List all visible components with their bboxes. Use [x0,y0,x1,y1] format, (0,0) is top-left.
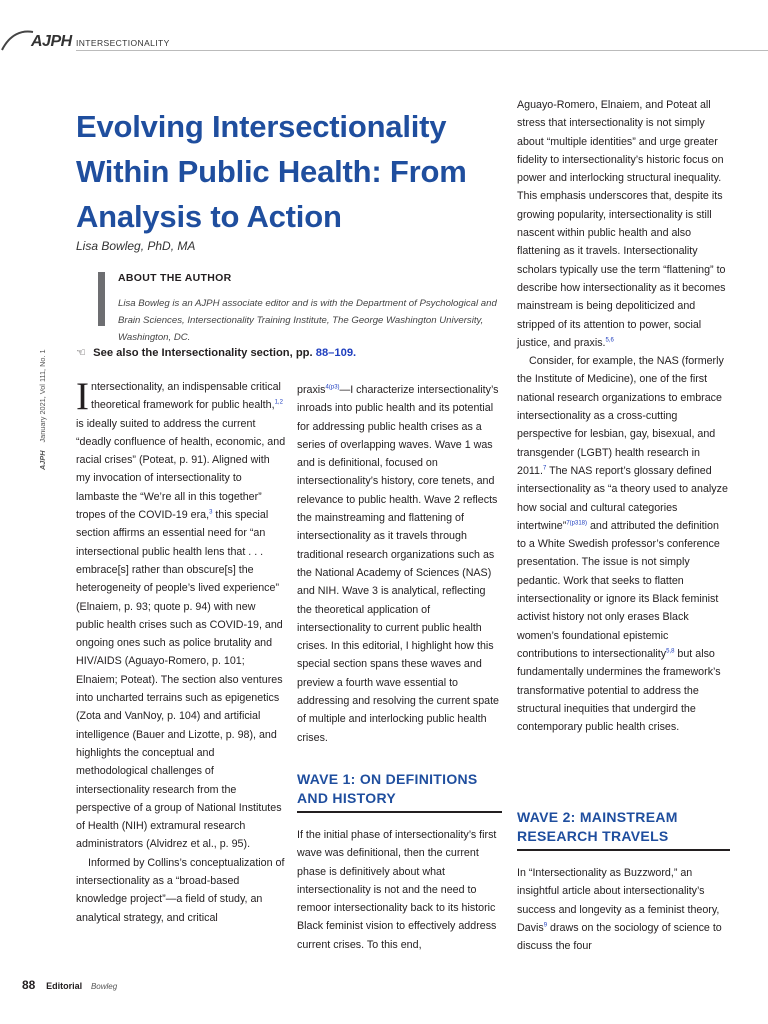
heading-text: WAVE 1: ON DEFINITIONS AND HISTORY [297,771,478,806]
paragraph: Informed by Collins’s conceptualization of intersectionality as a “broad-based knowledge project”—a field of study, an analytical strategy, and critical [76,856,285,924]
pointing-hand-icon: ☜ [76,347,87,359]
text-run: this special section affirms an essential need for “an intersectional public health lens that . . . embrace[s] rather than obscure[s] the heterogeneity of people’s lived experience” (Elnaiem, p. 93; quote p. 94) with new public health crises such as COVID-19, and ongoing ones such as police brutality and HIV/AIDS (Aguayo-Romero, p. 101; Elnaiem; Poteat). The section also ventures into uncharted terrains such as epigenetics (Zota and VanNoy, p. 104) and artificial intelligence (Bauer and Lizotte, p. 98), and highlights the conceptual and methodological challenges of intersectionality research from the perspective of a group of National Institutes of Health (NIH) extramural research administrators (Alvidrez et al., p. 95). [76,509,283,851]
margin-citation [38,349,47,470]
article-title: Evolving Intersectionality Within Public Health: From Analysis to Action [76,109,467,234]
citation-link[interactable]: 9 [543,922,548,929]
column-1 [76,375,286,927]
citation-link[interactable]: 5,8 [666,648,675,655]
section-heading-wave-1 [297,770,502,813]
heading-rule [297,811,502,813]
text-run: is ideally suited to address the current “deadly confluence of health, economic, and racial crises” (Poteat, p. 91). Aligned with my invocation of intersectionality to lambaste the “We’re all in this together” tropes of the COVID-19 era, [76,417,286,522]
section-label: INTERSECTIONALITY [76,38,170,48]
see-also-text: See also the Intersectionality section, pp. [93,347,313,359]
citation-link[interactable]: 3 [209,509,213,516]
journal-logo-swoosh-icon [0,28,34,52]
journal-logo: AJPH [31,33,72,50]
article-type: Editorial [46,981,83,991]
see-also-line [76,346,356,359]
text-run: —I characterize intersectionality’s inroads into public health and its potential for addressing public health crises as a series of overlapping waves. Wave 1 was and is definitional, focused on intersectionality’s history, core tenets, and relevance to public health. Wave 2 reflects the mainstreaming and flattening of intersectionality as it travels through traditional research organizations such as the National Academy of Sciences (NAS) and NIH. Wave 3 is analytical, reflecting the theoretical application of intersectionality to current public health crises. In this editorial, I highlight how this special section spans these waves and preview a fourth wave essential to addressing and resolving the current spate of multiple and interlocking public health crises. [297,384,499,744]
header-rule [76,50,768,51]
text-run: praxis [297,384,326,396]
heading-rule [517,849,730,851]
text-run: In “Intersectionality as Buzzword,” an insightful article about intersectionality’s success and longevity as a feminist theory, Davis [517,867,720,934]
author-byline: Lisa Bowleg, PhD, MA [76,239,196,253]
column-3-continued [517,864,730,955]
paragraph [517,352,730,736]
text-run: ntersectionality, an indispensable critical theoretical framework for public health, [91,381,281,412]
column-2-continued [297,826,502,954]
text-run: draws on the sociology of science to discuss the four [517,921,722,953]
paragraph: If the initial phase of intersectionality’s first wave was definitional, then the current phase is definitively about what intersectionality is not and the need to remoor intersectionality back to its historic Black feminist vision to effectively address current crises. To this end, [297,829,497,951]
citation-link[interactable]: 4(p3) [325,384,340,391]
text-run: Aguayo-Romero, Elnaiem, and Poteat all stress that intersectionality is not simply about “multiple identities” and urge greater fidelity to intersectionality’s historic focus on power and interlocking structural inequality. This emphasis underscores that, despite its growing popularity, intersectionality is still nascent within public health and also flattening as it travels. Intersectionality scholars typically use the term “flattening” to describe how intersectionality as it becomes mainstream is being depoliticized and stripped of its attention to power, social justice, and praxis. [517,99,726,349]
text-run: but also fundamentally undermines the framework’s transformative potential to address the structural inequities that undergird the contemporary public health crises. [517,647,721,734]
column-2 [297,381,502,747]
text-run: Consider, for example, the NAS (formerly the Institute of Medicine), one of the first national research organizations to embrace intersectionality as a cross-cutting perspective for lesbian, gay, bisexual, and transgender (LGBT) health research in 2011. [517,355,724,477]
paragraph [517,96,730,352]
about-accent-bar [98,272,105,326]
citation-link[interactable]: 7(p318) [566,520,587,527]
citation-link[interactable]: 5,6 [605,337,614,344]
margin-journal: AJPH [38,450,47,470]
margin-issue: January 2021, Vol 111, No. 1 [38,349,47,443]
see-also-pages-link[interactable]: 88–109. [315,347,357,359]
citation-link[interactable]: 7 [542,465,547,472]
paragraph [76,375,286,854]
paragraph [517,864,730,955]
text-run: The NAS report’s glossary defined intersectionality as “a theory used to analyze how social and cultural categories intertwine” [517,464,728,532]
about-text: Lisa Bowleg is an AJPH associate editor and is with the Department of Psychological and Brain Sciences, Intersectionality Training Institute, The George Washington University, Washington, DC. [118,298,497,343]
text-run: and attributed the definition to a White Swedish professor’s conference presentation. The issue is not simply pedantic. Work that seeks to flatten intersectionality or ignore its Black feminist activist history not only erases Black women’s foundational epistemic contributions to intersectionality [517,519,720,660]
section-heading-wave-2 [517,808,730,851]
citation-link[interactable]: 1,2 [274,399,283,406]
page-number: 88 [22,978,36,992]
about-heading: ABOUT THE AUTHOR [118,272,232,284]
heading-text: WAVE 2: MAINSTREAM RESEARCH TRAVELS [517,809,678,844]
running-header [0,28,768,58]
paragraph [297,381,502,747]
column-3 [517,96,730,736]
footer-author: Bowleg [90,982,118,991]
drop-cap: I [76,375,89,418]
page-footer [22,978,117,992]
